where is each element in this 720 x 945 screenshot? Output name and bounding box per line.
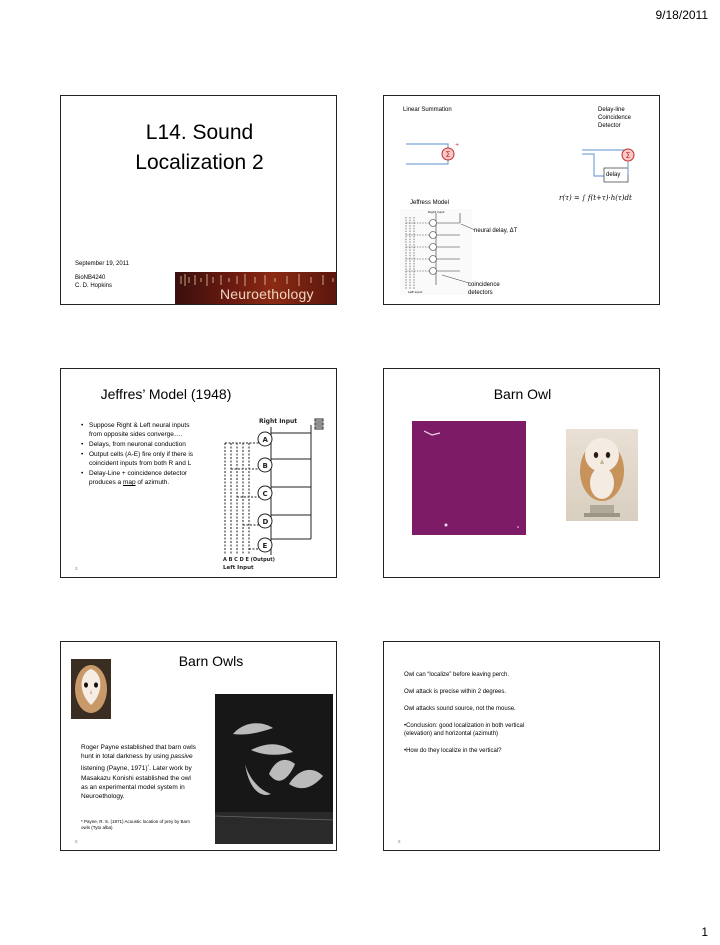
bullet-item: • Delays, from neuronal conduction [81,440,199,449]
bullet-text: Delay-Line + coincidence detector produces a [89,470,188,486]
map-word: map [122,479,136,486]
body-text: listening (Payne, 1971) [81,765,148,773]
owl-flight-photo [412,421,526,535]
slide-heading: Jeffres’ Model (1948) [100,386,232,402]
page-number: 1 [701,925,708,939]
node-label: E [262,542,268,550]
svg-text:Right input: Right input [428,210,445,214]
delay-line-text-1: Delay-line [598,107,625,113]
note-paragraph: •How do they localize in the vertical? [404,748,502,754]
node-label: A [262,436,268,444]
delay-box-label: delay [606,172,621,178]
slide-jeffress [60,368,337,578]
svg-text:Σ: Σ [625,151,631,160]
slide-number: 3 [75,566,78,571]
slide-body-text [81,743,196,801]
bullet-item: • Suppose Right & Left neural inputs from opposite sides converge…. [81,421,199,439]
neural-delay-pointer [460,222,476,232]
instructor: C. D. Hopkins [75,283,113,289]
neuroethology-banner [175,272,337,305]
svg-text:Left input: Left input [408,290,423,294]
slide-number: 5 [75,839,78,844]
note-paragraph: Owl can “localize” before leaving perch. [404,672,510,678]
note-paragraph: Owl attacks sound source, not the mouse. [404,706,516,712]
coincidence-text-2: detectors [468,290,493,296]
course-info [75,274,112,290]
coincidence-pointer [440,273,470,285]
bullet-item: • Output cells (A-E) fire only if there is coincident inputs from both R and L [81,450,199,468]
footnote: * Payne, R. S. (1971) Acoustic location of prey by Barn owls (Tyto alba) [81,819,191,830]
body-text: Roger Payne established that barn owls hunt in total darkness by using [81,744,196,761]
conclusion-line-1: •Conclusion: good localization in both vertical [404,723,525,729]
delay-line-diagram [580,140,660,188]
node-label: B [262,462,268,470]
delay-line-text-3: Detector [598,123,621,129]
bullet-item [81,469,199,487]
delay-line-label [598,106,631,130]
node-label: C [262,490,268,498]
node-label: D [262,518,269,526]
slide-localization-notes [383,641,660,851]
note-paragraph [404,722,544,738]
right-input-label: Right Input [259,418,298,425]
slide-heading: Barn Owls [178,653,244,669]
strobe-owl-graphic [215,694,333,844]
barn-owl-photo [566,429,638,521]
passive-word: passive [170,753,193,761]
cross-correlation-formula: r(τ) = ∫ f(t+τ)·h(τ)dt [559,194,632,202]
delay-line-text-2: Coincidence [598,115,632,121]
coincidence-label [468,281,500,297]
light-trace-graphic [412,421,526,535]
banner-label: Neuroethology [220,286,314,302]
slide-title [60,95,337,305]
lecture-date: September 19, 2011 [75,261,129,267]
owl-face-illustration [71,659,111,719]
output-label: A B C D E (Output) [223,557,275,563]
jeffress-diagram [211,415,326,571]
linear-summation-label: Linear Summation [403,107,452,113]
owl-illustration [566,429,638,521]
conclusion-line-2: (elevation) and horizontal (azimuth) [404,731,499,737]
title-line-2: Localization 2 [135,151,264,174]
footnote-marker: * [147,763,150,769]
title-line-1: L14. Sound [145,121,254,144]
slide-body-text [404,671,544,764]
bullet-text: of azimuth. [135,479,170,486]
owl-attack-photo [215,694,333,844]
course-code: BioNB4240 [75,275,106,281]
coincidence-text-1: coincidence [468,282,500,288]
left-input-label: Left Input [223,565,254,571]
linear-summation-diagram [404,134,464,174]
slide-barn-owls [60,641,337,851]
jeffress-model-label: Jeffress Model [410,200,449,206]
slide-title-text [61,118,337,178]
owl-face-photo [71,659,111,719]
svg-text:Σ: Σ [445,150,451,159]
bullet-list [81,421,199,488]
slide-heading: Barn Owl [493,386,552,402]
svg-text:+: + [455,142,460,148]
slide-barn-owl [383,368,660,578]
slide-models [383,95,660,305]
note-paragraph: Owl attack is precise within 2 degrees. [404,689,507,695]
neural-delay-label: neural delay, ΔT [474,228,518,234]
page-date: 9/18/2011 [655,8,708,22]
slide-number: 6 [398,839,401,844]
body-text: . Later work by Masakazu Konishi established the owl as an experimental model system in Neuroethology. [81,765,192,801]
